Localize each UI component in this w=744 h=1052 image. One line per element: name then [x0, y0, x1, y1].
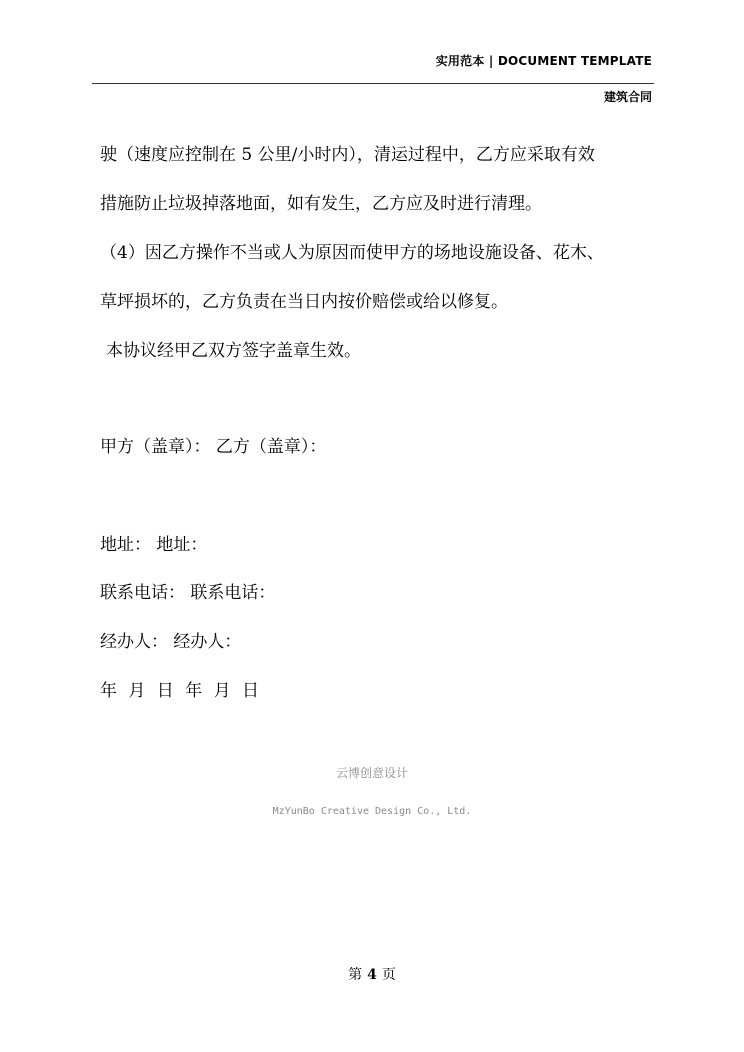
body-line-4: 草坪损坏的，乙方负责在当日内按价赔偿或给以修复。 — [100, 292, 508, 312]
header-category: 建筑合同 — [603, 90, 652, 104]
body-line-2: 措施防止垃圾掉落地面，如有发生，乙方应及时进行清理。 — [100, 194, 542, 214]
header-divider — [92, 83, 654, 84]
footer-company-cn: 云博创意设计 — [335, 766, 408, 780]
date-line: 年 月 日 年 月 日 — [100, 681, 263, 701]
body-line-1: 驶（速度应控制在 5 公里/小时内），清运过程中，乙方应采取有效 — [100, 145, 595, 165]
footer-company-en: MzYunBo Creative Design Co., Ltd. — [272, 806, 472, 817]
page-number-value: 4 — [367, 967, 377, 983]
body-line-3: （4）因乙方操作不当或人为原因而使甲方的场地设施设备、花木、 — [100, 243, 604, 263]
agreement-effective-line: 本协议经甲乙双方签字盖章生效。 — [106, 341, 361, 361]
header-brand: 实用范本 | DOCUMENT TEMPLATE — [435, 54, 652, 68]
address-line: 地址： 地址： — [100, 535, 208, 555]
page-number-suffix: 页 — [381, 967, 396, 983]
page-number-prefix: 第 — [348, 967, 363, 983]
seal-line: 甲方（盖章）： 乙方（盖章）： — [100, 437, 327, 457]
page-number — [0, 964, 744, 984]
phone-line: 联系电话： 联系电话： — [100, 583, 276, 603]
handler-line: 经办人： 经办人： — [100, 632, 242, 652]
